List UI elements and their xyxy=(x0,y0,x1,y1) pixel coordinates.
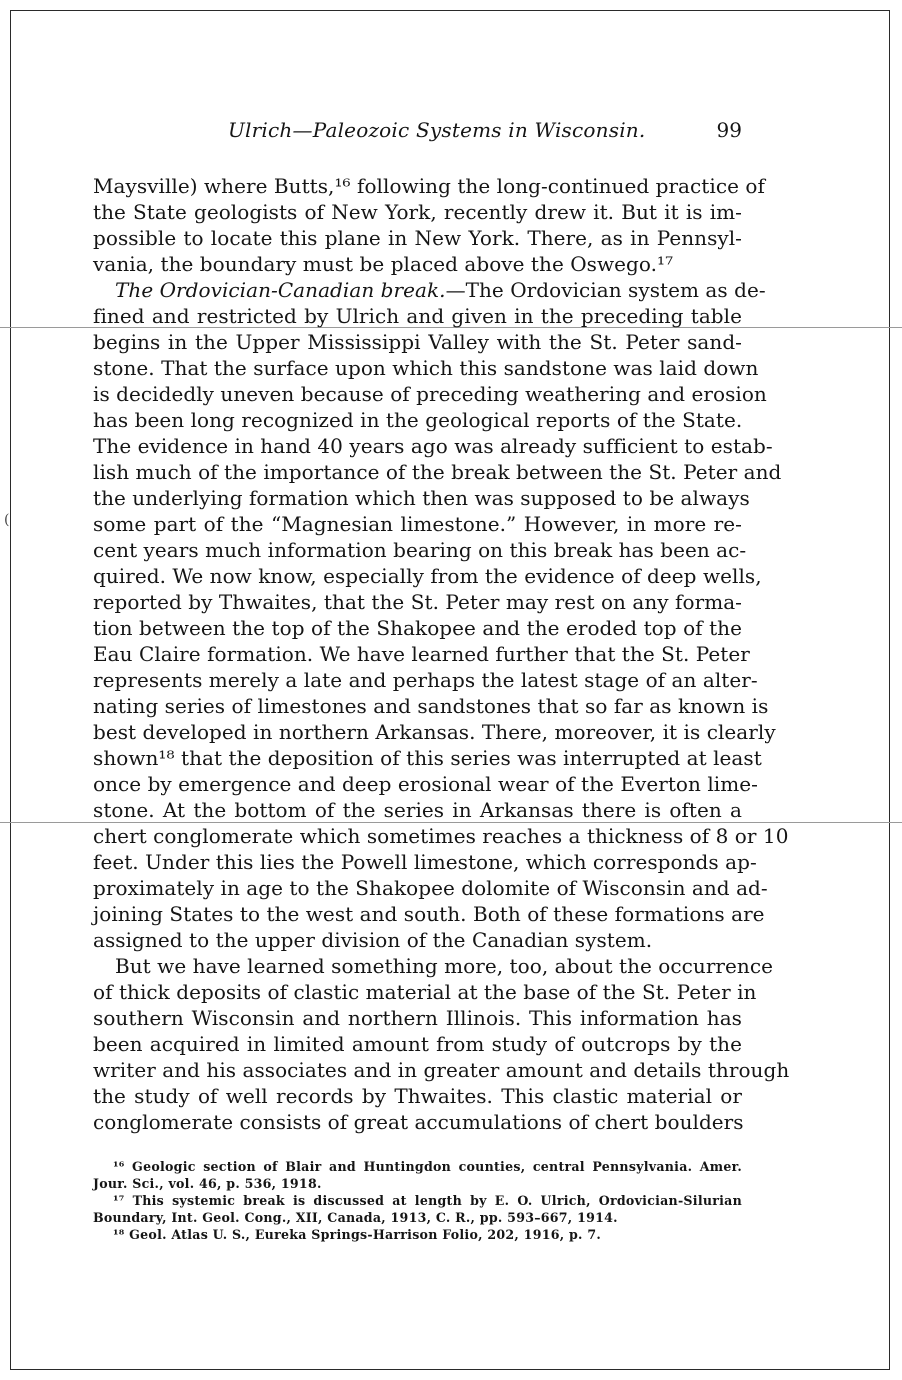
text-line: stone. That the surface upon which this sandstone was laid down xyxy=(93,356,759,380)
text-line: Eau Claire formation. We have learned further that the St. Peter xyxy=(93,642,750,666)
text-line: cent years much information bearing on this break has been ac- xyxy=(93,538,747,562)
section-heading-line xyxy=(93,277,766,303)
text-line: best developed in northern Arkansas. There, moreover, it is clearly xyxy=(93,720,776,744)
text-line: reported by Thwaites, that the St. Peter may rest on any forma- xyxy=(93,590,742,614)
text-line: the study of well records by Thwaites. This clastic material or xyxy=(93,1084,742,1108)
text-line: But we have learned something more, too, about the occurrence xyxy=(115,954,773,978)
text-line: possible to locate this plane in New York. There, as in Pennsyl- xyxy=(93,226,742,250)
body-text xyxy=(93,173,790,1135)
text-line: represents merely a late and perhaps the latest stage of an alter- xyxy=(93,668,758,692)
text-line: proximately in age to the Shakopee dolomite of Wisconsin and ad- xyxy=(93,876,768,900)
text-line: chert conglomerate which sometimes reaches a thickness of 8 or 10 xyxy=(93,824,789,848)
text-line: once by emergence and deep erosional wear of the Everton lime- xyxy=(93,772,758,796)
text-line: shown¹⁸ that the deposition of this series was interrupted at least xyxy=(93,746,762,770)
text-line: quired. We now know, especially from the evidence of deep wells, xyxy=(93,564,762,588)
text-line: vania, the boundary must be placed above the Oswego.¹⁷ xyxy=(93,252,674,276)
running-title: Ulrich—Paleozoic Systems in Wisconsin. xyxy=(228,118,646,142)
text-line: Maysville) where Butts,¹⁶ following the long-continued practice of xyxy=(93,174,765,198)
text-line: fined and restricted by Ulrich and given in the preceding table xyxy=(93,304,742,328)
text-line: the State geologists of New York, recently drew it. But it is im- xyxy=(93,200,742,224)
footnote-line: Boundary, Int. Geol. Cong., XII, Canada, 1913, C. R., pp. 593–667, 1914. xyxy=(93,1210,618,1225)
footnote-18: ¹⁸ Geol. Atlas U. S., Eureka Springs-Harrison Folio, 202, 1916, p. 7. xyxy=(113,1227,601,1242)
footnote-16: ¹⁶ Geologic section of Blair and Huntingdon counties, central Pennsylvania. Amer. xyxy=(113,1159,742,1174)
text-line: of thick deposits of clastic material at the base of the St. Peter in xyxy=(93,980,757,1004)
text-line: —The Ordovician system as de- xyxy=(445,278,766,302)
text-line: writer and his associates and in greater amount and details through xyxy=(93,1058,790,1082)
text-line: the underlying formation which then was supposed to be always xyxy=(93,486,750,510)
text-line: assigned to the upper division of the Canadian system. xyxy=(93,928,653,952)
text-line: southern Wisconsin and northern Illinois. This information has xyxy=(93,1006,742,1030)
text-line: has been long recognized in the geological reports of the State. xyxy=(93,408,743,432)
text-line: lish much of the importance of the break between the St. Peter and xyxy=(93,460,782,484)
footnotes xyxy=(93,1158,742,1243)
section-heading: The Ordovician-Canadian break. xyxy=(115,278,446,302)
text-line: nating series of limestones and sandstones that so far as known is xyxy=(93,694,769,718)
text-line: stone. At the bottom of the series in Arkansas there is often a xyxy=(93,798,742,822)
text-line: tion between the top of the Shakopee and the eroded top of the xyxy=(93,616,742,640)
text-line: conglomerate consists of great accumulations of chert boulders xyxy=(93,1110,744,1134)
text-line: begins in the Upper Mississippi Valley with the St. Peter sand- xyxy=(93,330,742,354)
text-line: joining States to the west and south. Both of these formations are xyxy=(93,902,765,926)
text-line: is decidedly uneven because of preceding weathering and erosion xyxy=(93,382,767,406)
footnote-line: Jour. Sci., vol. 46, p. 536, 1918. xyxy=(93,1176,322,1191)
margin-mark: ( xyxy=(4,512,10,528)
running-header xyxy=(93,118,742,144)
text-line: some part of the “Magnesian limestone.” However, in more re- xyxy=(93,512,742,536)
text-line: been acquired in limited amount from study of outcrops by the xyxy=(93,1032,742,1056)
text-line: The evidence in hand 40 years ago was already sufficient to estab- xyxy=(93,434,773,458)
footnote-17: ¹⁷ This systemic break is discussed at length by E. O. Ulrich, Ordovician-Silurian xyxy=(113,1193,742,1208)
text-line: feet. Under this lies the Powell limestone, which corresponds ap- xyxy=(93,850,757,874)
page-number: 99 xyxy=(716,118,742,142)
